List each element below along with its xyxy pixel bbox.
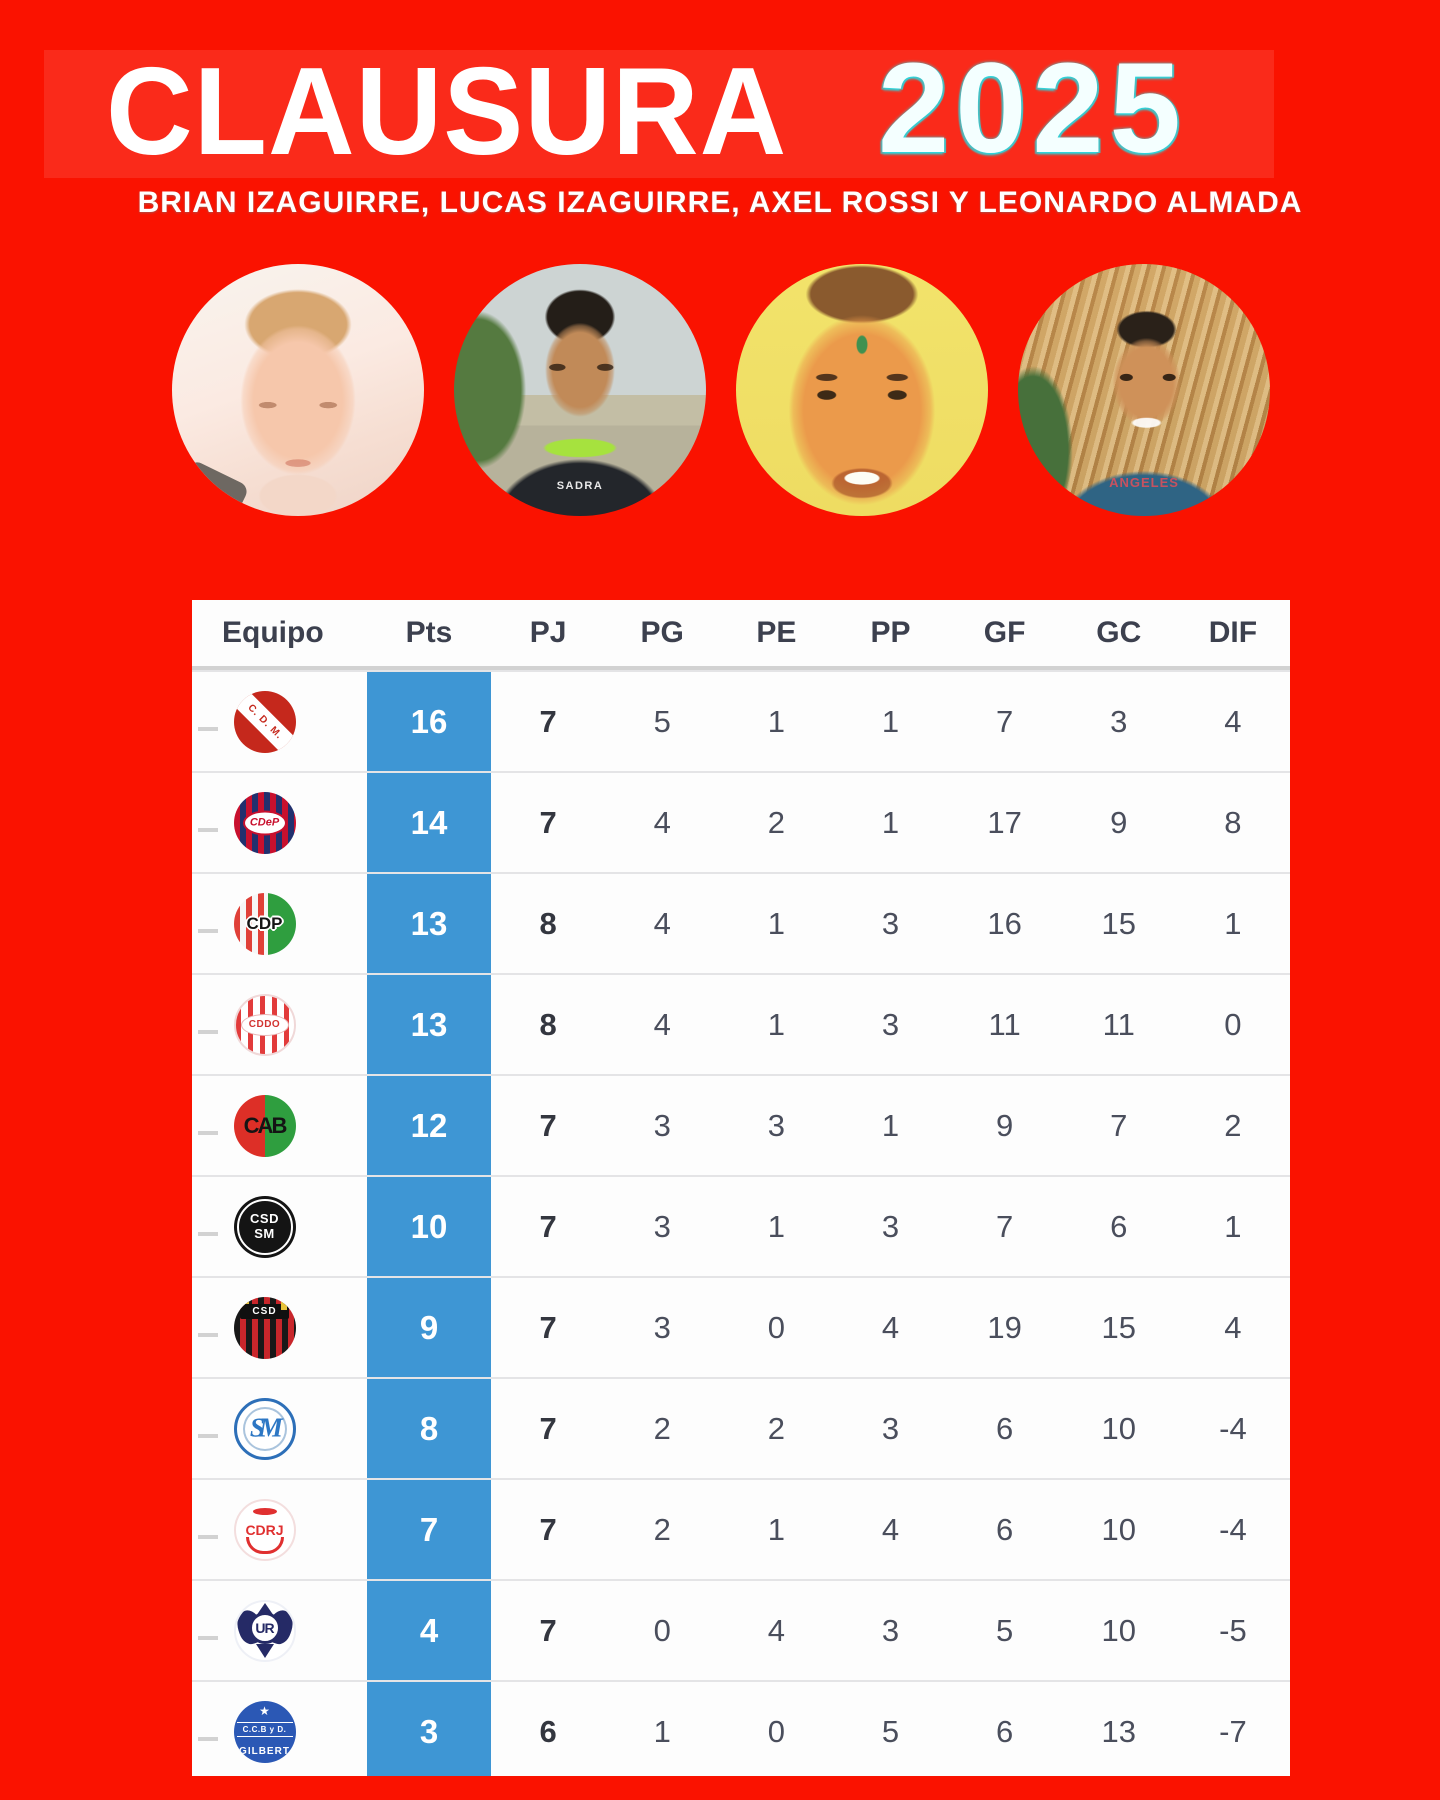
pe-cell: 0 bbox=[767, 1309, 785, 1345]
team-badge-cdm bbox=[234, 691, 296, 753]
pg-cell: 3 bbox=[653, 1107, 671, 1143]
badge-label: CDeP bbox=[243, 810, 287, 835]
player-photo-4 bbox=[1018, 264, 1270, 516]
team-cell bbox=[192, 1076, 367, 1175]
dif-cell: -4 bbox=[1219, 1410, 1247, 1446]
player-photos-row bbox=[0, 264, 1440, 516]
pg-cell: 4 bbox=[653, 1006, 671, 1042]
pg-cell: 0 bbox=[653, 1612, 671, 1648]
badge-label: C. D. M. bbox=[244, 701, 285, 742]
gc-cell: 15 bbox=[1101, 1309, 1137, 1345]
position-dash bbox=[198, 1131, 218, 1135]
team-badge-ur bbox=[234, 1600, 296, 1662]
team-cell bbox=[192, 672, 367, 771]
gf-cell: 6 bbox=[996, 1713, 1014, 1749]
gc-cell: 10 bbox=[1101, 1511, 1137, 1547]
gf-cell: 17 bbox=[987, 804, 1022, 840]
pp-cell: 1 bbox=[881, 804, 900, 840]
badge-label-2: SM bbox=[254, 1225, 275, 1241]
gc-cell: 15 bbox=[1101, 905, 1137, 941]
team-cell bbox=[192, 874, 367, 973]
table-row bbox=[192, 1276, 1290, 1377]
team-cell bbox=[192, 1278, 367, 1377]
pg-cell: 2 bbox=[653, 1410, 671, 1446]
pp-cell: 3 bbox=[881, 905, 900, 941]
table-row bbox=[192, 1579, 1290, 1680]
shirt-text: ANGELES bbox=[1109, 475, 1179, 490]
table-row bbox=[192, 1175, 1290, 1276]
pg-cell: 5 bbox=[653, 703, 671, 739]
badge-label: CSD bbox=[240, 1304, 290, 1319]
pg-cell: 2 bbox=[653, 1511, 671, 1547]
gc-cell: 7 bbox=[1110, 1107, 1128, 1143]
gf-cell: 9 bbox=[996, 1107, 1014, 1143]
gc-cell: 9 bbox=[1110, 804, 1128, 840]
pj-cell: 7 bbox=[539, 1612, 557, 1648]
pg-cell: 4 bbox=[653, 905, 671, 941]
badge-label: CAB bbox=[243, 1112, 286, 1138]
column-header-gc[interactable]: GC bbox=[1096, 616, 1142, 649]
star-icon: ★ bbox=[259, 1703, 270, 1718]
pj-cell: 7 bbox=[539, 1309, 557, 1345]
points-cell: 13 bbox=[367, 874, 491, 973]
player-photo-2 bbox=[454, 264, 706, 516]
column-header-dif[interactable]: DIF bbox=[1208, 616, 1258, 649]
badge-label: UR bbox=[249, 1612, 281, 1644]
column-header-pg[interactable]: PG bbox=[640, 616, 684, 649]
pp-cell: 3 bbox=[881, 1208, 900, 1244]
pj-cell: 8 bbox=[539, 1006, 557, 1042]
dif-cell: 0 bbox=[1224, 1006, 1242, 1042]
pp-cell: 3 bbox=[881, 1006, 900, 1042]
title-year: 2025 bbox=[878, 37, 1187, 180]
column-header-pe[interactable]: PE bbox=[756, 616, 797, 649]
team-cell bbox=[192, 1682, 367, 1776]
points-cell: 7 bbox=[367, 1480, 491, 1579]
table-row bbox=[192, 872, 1290, 973]
team-badge-cab bbox=[234, 1095, 296, 1157]
badge-label: CDP bbox=[246, 913, 283, 933]
dif-cell: -5 bbox=[1219, 1612, 1247, 1648]
pg-cell: 3 bbox=[653, 1208, 671, 1244]
gf-cell: 7 bbox=[996, 1208, 1014, 1244]
points-cell: 12 bbox=[367, 1076, 491, 1175]
badge-tail bbox=[256, 1644, 274, 1658]
dif-cell: 1 bbox=[1224, 905, 1242, 941]
table-header-row bbox=[192, 600, 1290, 670]
points-cell: 14 bbox=[367, 773, 491, 872]
team-badge-gilbert bbox=[234, 1701, 296, 1763]
gf-cell: 6 bbox=[996, 1410, 1014, 1446]
pg-cell: 1 bbox=[653, 1713, 671, 1749]
points-cell: 10 bbox=[367, 1177, 491, 1276]
points-cell: 9 bbox=[367, 1278, 491, 1377]
team-cell bbox=[192, 773, 367, 872]
pp-cell: 1 bbox=[881, 703, 900, 739]
pp-cell: 1 bbox=[881, 1107, 900, 1143]
dif-cell: 4 bbox=[1224, 703, 1242, 739]
team-badge-cdep bbox=[234, 792, 296, 854]
pp-cell: 3 bbox=[881, 1612, 900, 1648]
standings-table bbox=[192, 600, 1290, 1776]
position-dash bbox=[198, 1232, 218, 1236]
position-dash bbox=[198, 1636, 218, 1640]
pj-cell: 7 bbox=[539, 804, 557, 840]
table-row bbox=[192, 1478, 1290, 1579]
pj-cell: 7 bbox=[539, 1208, 557, 1244]
team-badge-cdrj bbox=[234, 1499, 296, 1561]
pe-cell: 1 bbox=[767, 1208, 785, 1244]
gc-cell: 11 bbox=[1102, 1006, 1135, 1042]
points-cell: 16 bbox=[367, 672, 491, 771]
gf-cell: 6 bbox=[996, 1511, 1014, 1547]
table-row bbox=[192, 1377, 1290, 1478]
badge-lens bbox=[253, 1508, 277, 1515]
gc-cell: 3 bbox=[1110, 703, 1128, 739]
pj-cell: 7 bbox=[539, 1107, 557, 1143]
pg-cell: 3 bbox=[653, 1309, 671, 1345]
pe-cell: 2 bbox=[767, 804, 785, 840]
pp-cell: 5 bbox=[881, 1713, 900, 1749]
gf-cell: 16 bbox=[987, 905, 1022, 941]
pe-cell: 1 bbox=[767, 1511, 785, 1547]
table-row bbox=[192, 1074, 1290, 1175]
position-dash bbox=[198, 1333, 218, 1337]
pe-cell: 4 bbox=[767, 1612, 785, 1648]
pe-cell: 3 bbox=[767, 1107, 785, 1143]
points-cell: 4 bbox=[367, 1581, 491, 1680]
position-dash bbox=[198, 727, 218, 731]
pe-cell: 0 bbox=[767, 1713, 785, 1749]
position-dash bbox=[198, 1535, 218, 1539]
subtitle-player-names: BRIAN IZAGUIRRE, LUCAS IZAGUIRRE, AXEL ROSSI Y LEONARDO ALMADA bbox=[137, 186, 1303, 219]
position-dash bbox=[198, 1737, 218, 1741]
page-title: CLAUSURA bbox=[106, 41, 788, 182]
pj-cell: 7 bbox=[539, 1410, 557, 1446]
dif-cell: -7 bbox=[1219, 1713, 1247, 1749]
pp-cell: 3 bbox=[881, 1410, 900, 1446]
gc-cell: 6 bbox=[1110, 1208, 1128, 1244]
badge-label: CDRJ bbox=[245, 1521, 284, 1538]
table-row bbox=[192, 771, 1290, 872]
gc-cell: 10 bbox=[1101, 1410, 1137, 1446]
gf-cell: 5 bbox=[996, 1612, 1014, 1648]
gf-cell: 11 bbox=[988, 1006, 1021, 1042]
pe-cell: 2 bbox=[767, 1410, 785, 1446]
column-header-pj[interactable]: PJ bbox=[529, 616, 567, 649]
position-dash bbox=[198, 929, 218, 933]
column-header-gf[interactable]: GF bbox=[983, 616, 1026, 649]
team-cell bbox=[192, 1581, 367, 1680]
team-cell bbox=[192, 1480, 367, 1579]
shirt-text: SADRA bbox=[556, 480, 604, 492]
team-cell bbox=[192, 975, 367, 1074]
points-cell: 3 bbox=[367, 1682, 491, 1776]
team-badge-csdsm bbox=[234, 1196, 296, 1258]
team-cell bbox=[192, 1379, 367, 1478]
pj-cell: 7 bbox=[539, 1511, 557, 1547]
gc-cell: 10 bbox=[1101, 1612, 1137, 1648]
pe-cell: 1 bbox=[767, 1006, 785, 1042]
position-dash bbox=[198, 1434, 218, 1438]
pe-cell: 1 bbox=[767, 703, 785, 739]
dif-cell: 1 bbox=[1224, 1208, 1242, 1244]
team-badge-cddo bbox=[234, 994, 296, 1056]
column-header-pts[interactable]: Pts bbox=[405, 616, 453, 649]
pj-cell: 7 bbox=[539, 703, 557, 739]
player-photo-3 bbox=[736, 264, 988, 516]
team-badge-sm bbox=[234, 1398, 296, 1460]
team-cell bbox=[192, 1177, 367, 1276]
pg-cell: 4 bbox=[653, 804, 671, 840]
pp-cell: 4 bbox=[881, 1511, 900, 1547]
badge-label: SM bbox=[249, 1411, 277, 1442]
gf-cell: 7 bbox=[996, 703, 1014, 739]
badge-label-2: GILBERT bbox=[239, 1745, 290, 1757]
column-header-pp[interactable]: PP bbox=[870, 616, 911, 649]
dif-cell: 2 bbox=[1224, 1107, 1242, 1143]
pe-cell: 1 bbox=[767, 905, 785, 941]
team-badge-cdp bbox=[234, 893, 296, 955]
badge-label: CDDO bbox=[241, 1014, 289, 1036]
pj-cell: 6 bbox=[539, 1713, 557, 1749]
dif-cell: -4 bbox=[1219, 1511, 1247, 1547]
gf-cell: 19 bbox=[987, 1309, 1022, 1345]
pj-cell: 8 bbox=[539, 905, 557, 941]
points-cell: 8 bbox=[367, 1379, 491, 1478]
team-badge-csd bbox=[234, 1297, 296, 1359]
badge-arc bbox=[246, 1537, 284, 1554]
table-row bbox=[192, 670, 1290, 771]
position-dash bbox=[198, 828, 218, 832]
points-cell: 13 bbox=[367, 975, 491, 1074]
dif-cell: 4 bbox=[1224, 1309, 1242, 1345]
column-header-equipo[interactable]: Equipo bbox=[222, 616, 324, 649]
badge-label: C.C.B y D. bbox=[237, 1722, 293, 1737]
table-row bbox=[192, 1680, 1290, 1776]
dif-cell: 8 bbox=[1224, 804, 1242, 840]
pp-cell: 4 bbox=[881, 1309, 900, 1345]
player-photo-1 bbox=[172, 264, 424, 516]
badge-label: CSD bbox=[250, 1210, 279, 1226]
gc-cell: 13 bbox=[1101, 1713, 1137, 1749]
position-dash bbox=[198, 1030, 218, 1034]
table-row bbox=[192, 973, 1290, 1074]
